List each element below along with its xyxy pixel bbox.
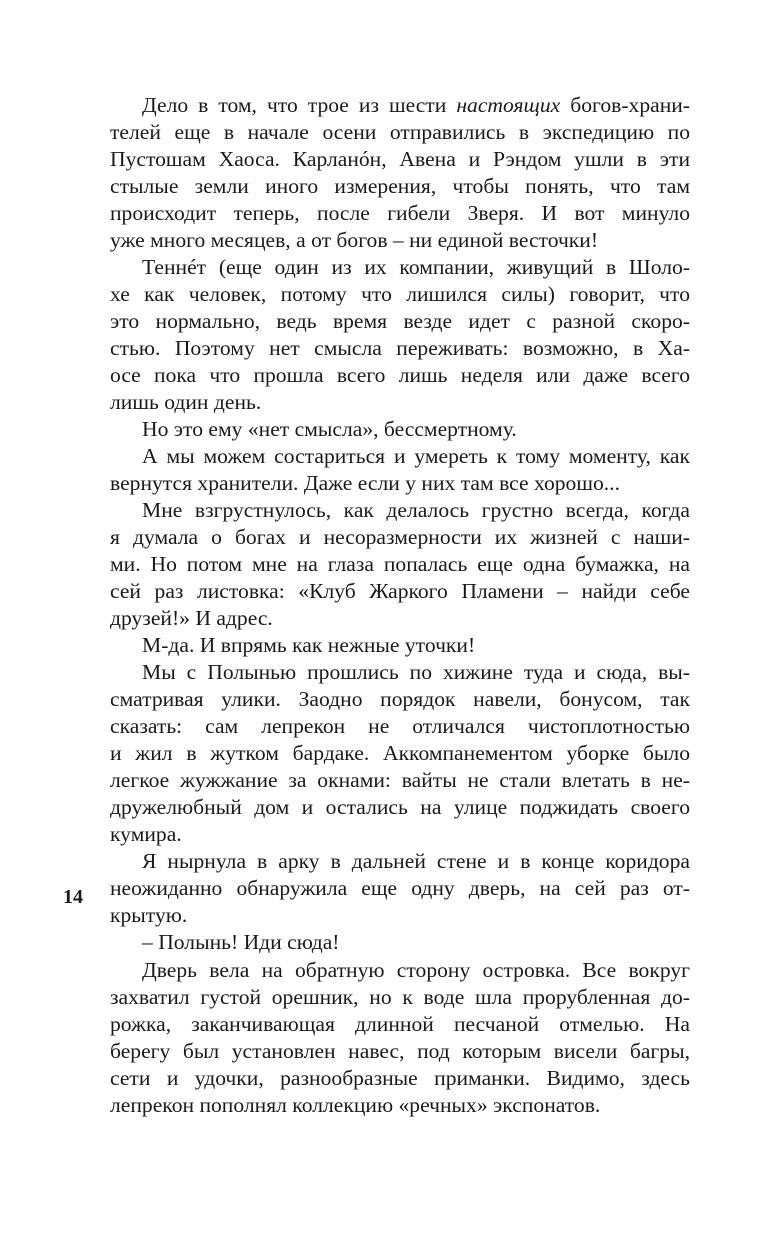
text-line: Пустошам Хаоса. Карланóн, Авена и Рэндом ушли в эти xyxy=(110,147,690,172)
text-line: Мне взгрустнулось, как делалось грустно всегда, когда xyxy=(142,498,690,523)
text-line: Теннéт (еще один из их компании, живущий в Шоло- xyxy=(142,255,690,280)
text-line: стью. Поэтому нет смысла переживать: возможно, в Ха- xyxy=(110,336,690,361)
text-line: ми. Но потом мне на глаза попалась еще одна бумажка, на xyxy=(110,552,690,577)
text-line: стылые земли иного измерения, чтобы понять, что там xyxy=(110,174,690,199)
text-line: это нормально, ведь время везде идет с разной скоро- xyxy=(110,309,690,334)
text-line: хе как человек, потому что лишился силы) говорит, что xyxy=(110,282,690,307)
text-line: кумира. xyxy=(110,822,182,847)
text-line: сматривая улики. Заодно порядок навели, бонусом, так xyxy=(110,687,690,712)
text-line: А мы можем состариться и умереть к тому моменту, как xyxy=(142,444,690,469)
text-line: Я нырнула в арку в дальней стене и в конце коридора xyxy=(142,849,690,874)
text-line: Мы с Полынью прошлись по хижине туда и сюда, вы- xyxy=(142,660,690,685)
text-line: лишь один день. xyxy=(110,390,262,415)
text-line: и жил в жутком бардаке. Аккомпанементом уборке было xyxy=(110,741,690,766)
text-line: телей еще в начале осени отправились в экспедицию по xyxy=(110,120,690,145)
text-line: берегу был установлен навес, под которым висели багры, xyxy=(110,1038,690,1063)
text-line: происходит теперь, после гибели Зверя. И вот минуло xyxy=(110,201,690,226)
text-line: Дело в том, что трое из шести настоящих богов-храни- xyxy=(142,93,690,117)
text-line: захватил густой орешник, но к воде шла прорубленная до- xyxy=(110,984,690,1009)
text-line: Дверь вела на обратную сторону островка. Все вокруг xyxy=(142,957,690,982)
text-line: рожка, заканчивающая длинной песчаной отмелью. На xyxy=(110,1011,690,1036)
emphasis: настоящих xyxy=(456,93,561,117)
text-line: сказать: сам лепрекон не отличался чистоплотностью xyxy=(110,714,690,739)
text-line: Но это ему «нет смысла», бессмертному. xyxy=(142,417,517,442)
text-line: – Полынь! Иди сюда! xyxy=(142,930,340,955)
text-line: легкое жужжание за окнами: вайты не стали влетать в не- xyxy=(110,768,690,793)
text-line: неожиданно обнаружила еще одну дверь, на сей раз от- xyxy=(110,876,690,901)
text-line: сети и удочки, разнообразные приманки. Видимо, здесь xyxy=(110,1065,690,1090)
text-line: осе пока что прошла всего лишь неделя или даже всего xyxy=(110,363,690,388)
text-line: лепрекон пополнял коллекцию «речных» экспонатов. xyxy=(110,1092,601,1117)
text-line: вернутся хранители. Даже если у них там все хорошо... xyxy=(110,471,620,496)
text-line: сей раз листовка: «Клуб Жаркого Пламени – найди себе xyxy=(110,579,690,604)
text-line: М-да. И впрямь как нежные уточки! xyxy=(142,633,476,658)
text-line: крытую. xyxy=(110,903,188,928)
text-line: я думала о богах и несоразмерности их жизней с наши- xyxy=(110,525,690,550)
text-line: дружелюбный дом и остались на улице поджидать своего xyxy=(110,795,690,820)
body-text xyxy=(110,92,690,1119)
text-line: уже много месяцев, а от богов – ни единой весточки! xyxy=(110,228,599,253)
page-number: 14 xyxy=(63,886,83,908)
text-line: друзей!» И адрес. xyxy=(110,606,273,631)
